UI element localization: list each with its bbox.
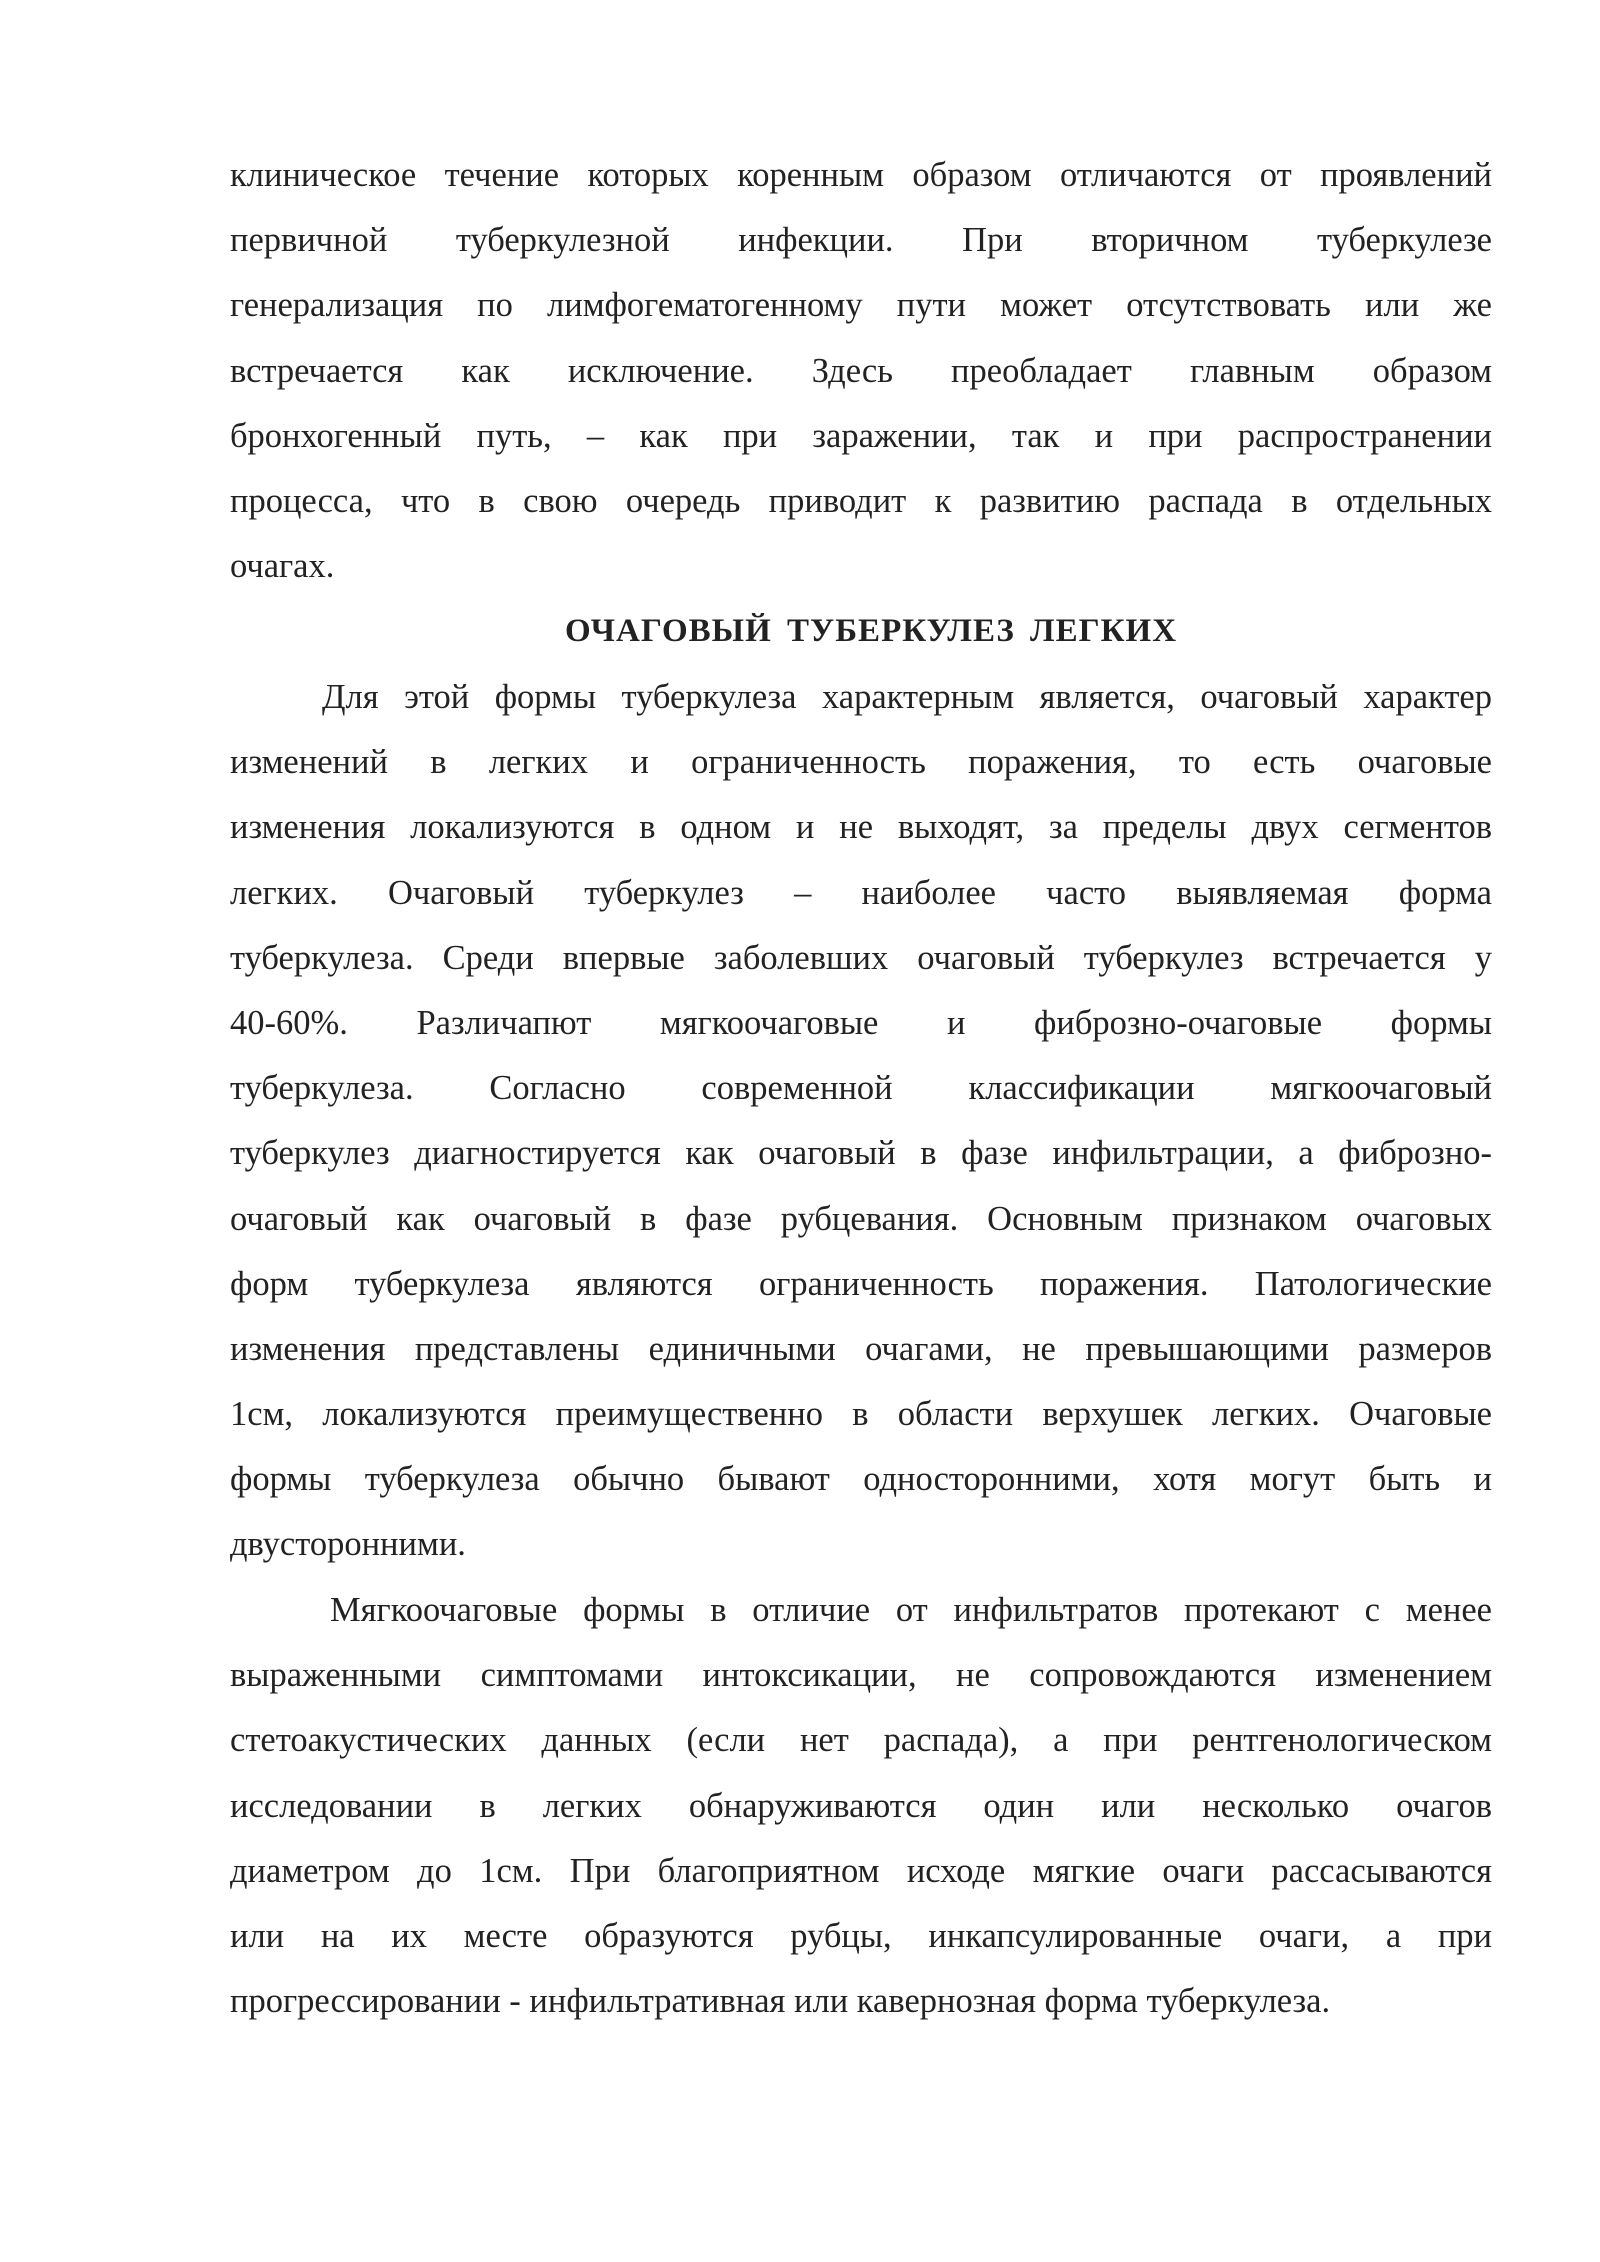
text-line: или на их месте образуются рубцы, инкапсулированные очаги, а при — [230, 1916, 1492, 1955]
paragraph-focal-tb — [230, 665, 1492, 1578]
text-line: легких. Очаговый туберкулез – наиболее часто выявляемая форма — [230, 873, 1492, 912]
text-line: туберкулеза. Согласно современной классификации мягкоочаговый — [230, 1069, 1492, 1108]
intro-paragraph — [230, 143, 1492, 599]
section-heading-block — [230, 603, 1492, 659]
text-line: форм туберкулеза являются ограниченность поражения. Патологические — [230, 1264, 1492, 1303]
text-line: исследовании в легких обнаруживаются один или несколько очагов — [230, 1786, 1492, 1825]
text-line: диаметром до 1см. При благоприятном исходе мягкие очаги рассасываются — [230, 1851, 1492, 1890]
text-line: изменения локализуются в одном и не выходят, за пределы двух сегментов — [230, 808, 1492, 847]
text-line: туберкулез диагностируется как очаговый в фазе инфильтрации, а фиброзно- — [230, 1134, 1492, 1173]
text-line: изменений в легких и ограниченность поражения, то есть очаговые — [230, 743, 1492, 782]
text-line: Для этой формы туберкулеза характерным является, очаговый характер — [322, 678, 1492, 716]
text-line: генерализация по лимфогематогенному пути может отсутствовать или же — [230, 286, 1492, 325]
text-line: очагах. — [230, 547, 335, 586]
paragraph-soft-focal — [230, 1578, 1492, 2034]
text-line: встречается как исключение. Здесь преобладает главным образом — [230, 351, 1492, 390]
text-line: туберкулеза. Среди впервые заболевших очаговый туберкулез встречается у — [230, 938, 1492, 977]
text-line: бронхогенный путь, – как при заражении, так и при распространении — [230, 416, 1492, 455]
text-line: формы туберкулеза обычно бывают односторонними, хотя могут быть и — [230, 1460, 1492, 1499]
section-heading: ОЧАГОВЫЙ ТУБЕРКУЛЕЗ ЛЕГКИХ — [564, 613, 1178, 649]
text-line: Мягкоочаговые формы в отличие от инфильтратов протекают с менее — [330, 1591, 1492, 1629]
text-line: стетоакустических данных (если нет распада), а при рентгенологическом — [230, 1721, 1492, 1760]
text-line: выраженными симптомами интоксикации, не сопровождаются изменением — [230, 1656, 1492, 1695]
text-line: первичной туберкулезной инфекции. При вторичном туберкулезе — [230, 221, 1492, 260]
text-line: очаговый как очаговый в фазе рубцевания. Основным признаком очаговых — [230, 1199, 1492, 1238]
text-line: 1см, локализуются преимущественно в области верхушек легких. Очаговые — [230, 1395, 1492, 1434]
text-line: двусторонними. — [230, 1525, 466, 1564]
text-line: изменения представлены единичными очагами, не превышающими размеров — [230, 1329, 1492, 1368]
text-line: 40-60%. Различапют мягкоочаговые и фиброзно-очаговые формы — [230, 1003, 1492, 1042]
text-line: прогрессировании - инфильтративная или кавернозная форма туберкулеза. — [230, 1982, 1331, 2021]
text-line: клиническое течение которых коренным образом отличаются от проявлений — [230, 156, 1492, 194]
text-line: процесса, что в свою очередь приводит к развитию распада в отдельных — [230, 481, 1492, 520]
